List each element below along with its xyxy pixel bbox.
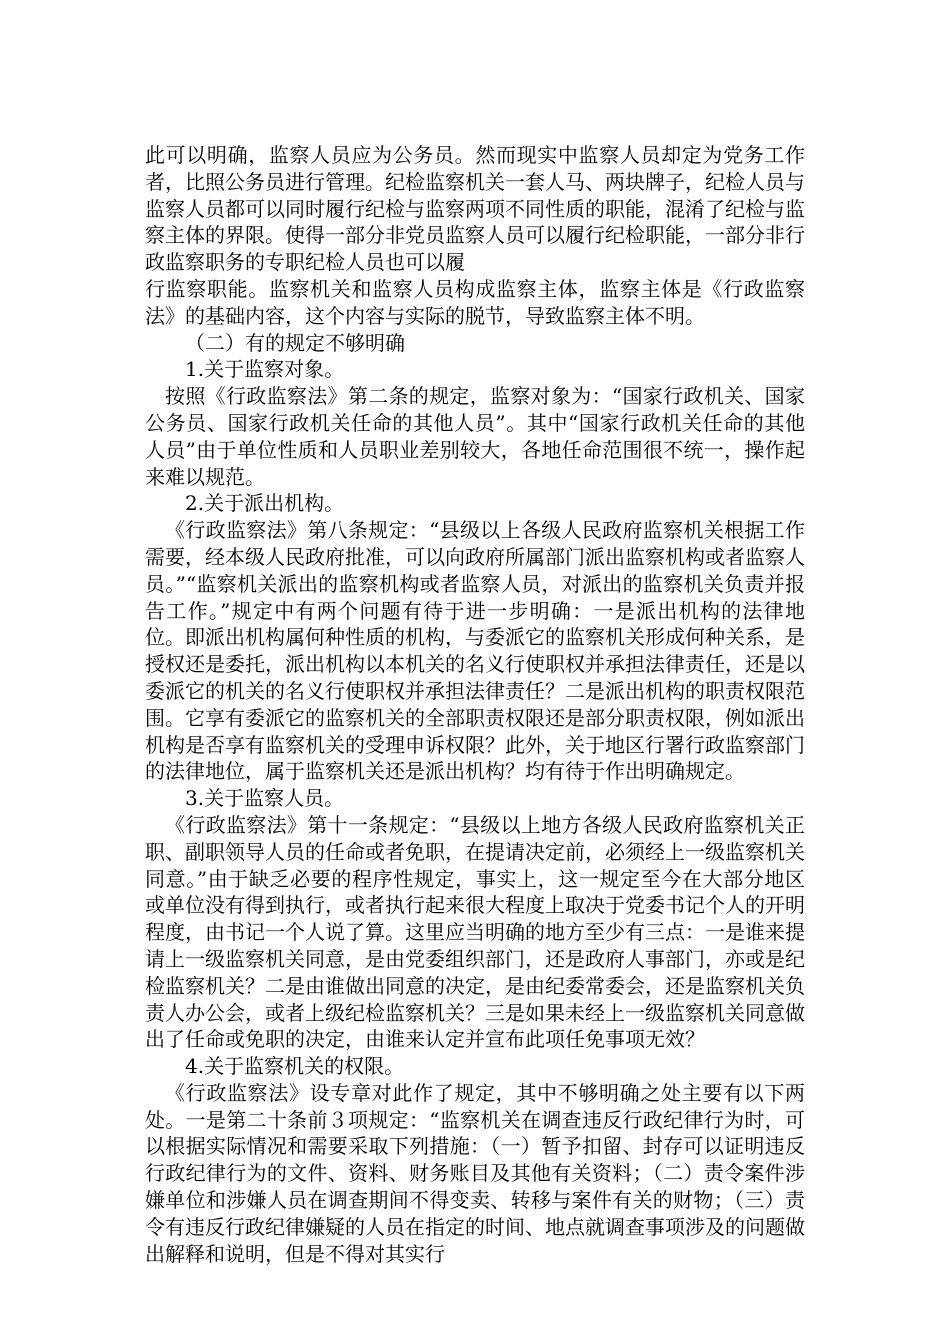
paragraph-agency-powers: 《行政监察法》设专章对此作了规定，其中不够明确之处主要有以下两处。一是第二十条前３项规定：“监察机关在调查违反行政纪律行为时，可以根据实际情况和需要采取下列措施：（一）暂予扣留、封存可以证明违反行政纪律行为的文件、资料、财务账目及其他有关资料；（二）责令案件涉嫌单位和涉嫌人员在调查期间不得变卖、转移与案件有关的财物；（三）责令有违反行政纪律嫌疑的人员在指定的时间、地点就调查事项涉及的问题做出解释和说明，但是不得对其实行 — [145, 1080, 805, 1266]
subheading-4: 4.关于监察机关的权限。 — [185, 1054, 405, 1079]
paragraph-2: 行监察职能。监察机关和监察人员构成监察主体，监察主体是《行政监察法》的基础内容，这个内容与实际的脱节，导致监察主体不明。 — [145, 276, 805, 328]
subheading-1: 1.关于监察对象。 — [185, 357, 345, 382]
subheading-3: 3.关于监察人员。 — [185, 786, 345, 811]
document-page — [145, 142, 805, 1267]
section-heading-2: （二）有的规定不够明确 — [185, 330, 405, 355]
subheading-2: 2.关于派出机构。 — [185, 491, 345, 516]
paragraph-1: 此可以明确，监察人员应为公务员。然而现实中监察人员却定为党务工作者，比照公务员进行管理。纪检监察机关一套人马、两块牌子，纪检人员与监察人员都可以同时履行纪检与监察两项不同性质的职能，混淆了纪检与监察主体的界限。使得一部分非党员监察人员可以履行纪检职能，一部分非行政监察职务的专职纪检人员也可以履 — [145, 143, 805, 275]
paragraph-supervision-objects: 按照《行政监察法》第二条的规定，监察对象为：“国家行政机关、国家公务员、国家行政机关任命的其他人员”。其中“国家行政机关任命的其他人员”由于单位性质和人员职业差别较大，各地任命范围很不统一，操作起来难以规范。 — [145, 384, 805, 489]
paragraph-supervision-personnel: 《行政监察法》第十一条规定：“县级以上地方各级人民政府监察机关正职、副职领导人员的任命或者免职，在提请决定前，必须经上一级监察机关同意。”由于缺乏必要的程序性规定，事实上，这一规定至今在大部分地区或单位没有得到执行，或者执行起来很大程度上取决于党委书记个人的开明程度，由书记一个人说了算。这里应当明确的地方至少有三点：一是谁来提请上一级监察机关同意，是由党委组织部门，还是政府人事部门，亦或是纪检监察机关？二是由谁做出同意的决定，是由纪委常委会，还是监察机关负责人办公会，或者上级纪检监察机关？三是如果未经上一级监察机关同意做出了任命或免职的决定，由谁来认定并宣布此项任免事项无效？ — [145, 812, 805, 1052]
paragraph-dispatched-agencies: 《行政监察法》第八条规定：“县级以上各级人民政府监察机关根据工作需要，经本级人民政府批准，可以向政府所属部门派出监察机构或者监察人员。”“监察机关派出的监察机构或者监察人员，对派出的监察机关负责并报告工作。”规定中有两个问题有待于进一步明确：一是派出机构的法律地位。即派出机构属何种性质的机构，与委派它的监察机关形成何种关系，是授权还是委托，派出机构以本机关的名义行使职权并承担法律责任，还是以委派它的机关的名义行使职权并承担法律责任？二是派出机构的职责权限范围。它享有委派它的监察机关的全部职责权限还是部分职责权限，例如派出机构是否享有监察机关的受理申诉权限？此外，关于地区行署行政监察部门的法律地位，属于监察机关还是派出机构？均有待于作出明确规定。 — [145, 518, 805, 784]
